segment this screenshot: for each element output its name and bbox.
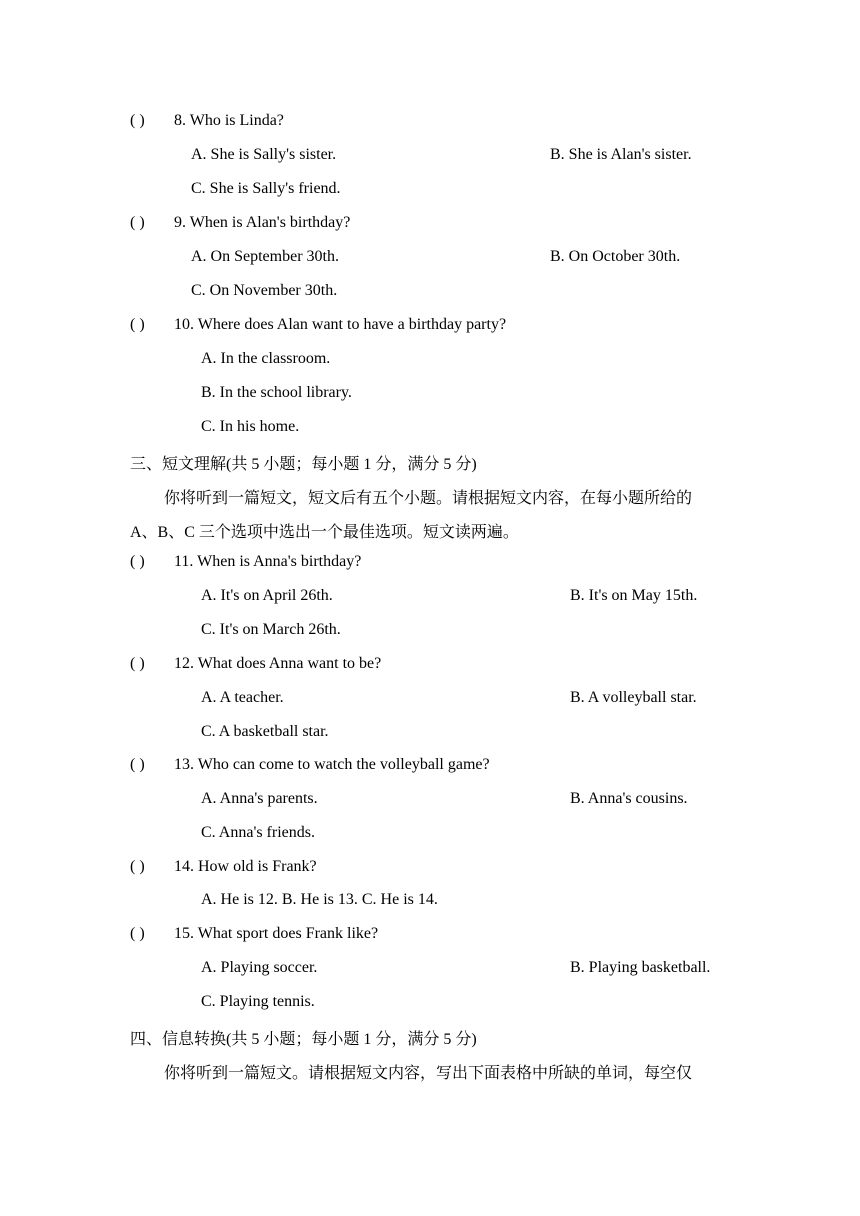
option-9b: B. On October 30th. [550, 248, 681, 265]
option-11c: C. It's on March 26th. [201, 621, 341, 638]
option-13a: A. Anna's parents. [201, 790, 318, 807]
question-10: 10. Where does Alan want to have a birthday party? [174, 316, 507, 333]
option-15a: A. Playing soccer. [201, 959, 318, 976]
question-12: 12. What does Anna want to be? [174, 655, 382, 672]
option-8a: A. She is Sally's sister. [191, 146, 337, 163]
option-8c: C. She is Sally's friend. [191, 180, 341, 197]
answer-blank-13[interactable]: ( ) [130, 756, 145, 773]
option-11b: B. It's on May 15th. [570, 587, 698, 604]
answer-blank-8[interactable]: ( ) [130, 112, 145, 129]
answer-blank-11[interactable]: ( ) [130, 553, 145, 570]
answer-blank-12[interactable]: ( ) [130, 655, 145, 672]
question-11: 11. When is Anna's birthday? [174, 553, 362, 570]
option-10b: B. In the school library. [201, 384, 352, 401]
option-15c: C. Playing tennis. [201, 993, 315, 1010]
section-3-heading: 三、短文理解(共 5 小题；每小题 1 分，满分 5 分) [130, 456, 477, 473]
option-12a: A. A teacher. [201, 689, 284, 706]
option-12b: B. A volleyball star. [570, 689, 697, 706]
option-12c: C. A basketball star. [201, 723, 329, 740]
question-13: 13. Who can come to watch the volleyball game? [174, 756, 490, 773]
option-9a: A. On September 30th. [191, 248, 339, 265]
question-9: 9. When is Alan's birthday? [174, 214, 351, 231]
answer-blank-15[interactable]: ( ) [130, 925, 145, 942]
option-13b: B. Anna's cousins. [570, 790, 688, 807]
section-3-instructions-line-1: 你将听到一篇短文，短文后有五个小题。请根据短文内容，在每小题所给的 [164, 490, 693, 507]
answer-blank-10[interactable]: ( ) [130, 316, 145, 333]
option-11a: A. It's on April 26th. [201, 587, 333, 604]
answer-blank-9[interactable]: ( ) [130, 214, 145, 231]
section-3-instructions-line-2: A、B、C 三个选项中选出一个最佳选项。短文读两遍。 [130, 524, 519, 541]
option-9c: C. On November 30th. [191, 282, 338, 299]
option-15b: B. Playing basketball. [570, 959, 711, 976]
answer-blank-14[interactable]: ( ) [130, 858, 145, 875]
question-14: 14. How old is Frank? [174, 858, 317, 875]
option-10a: A. In the classroom. [201, 350, 331, 367]
options-14: A. He is 12. B. He is 13. C. He is 14. [201, 891, 438, 908]
option-8b: B. She is Alan's sister. [550, 146, 692, 163]
section-4-heading: 四、信息转换(共 5 小题；每小题 1 分，满分 5 分) [130, 1031, 477, 1048]
option-13c: C. Anna's friends. [201, 824, 315, 841]
question-15: 15. What sport does Frank like? [174, 925, 379, 942]
section-4-instructions-line-1: 你将听到一篇短文。请根据短文内容，写出下面表格中所缺的单词，每空仅 [164, 1065, 693, 1082]
question-8: 8. Who is Linda? [174, 112, 284, 129]
option-10c: C. In his home. [201, 418, 300, 435]
